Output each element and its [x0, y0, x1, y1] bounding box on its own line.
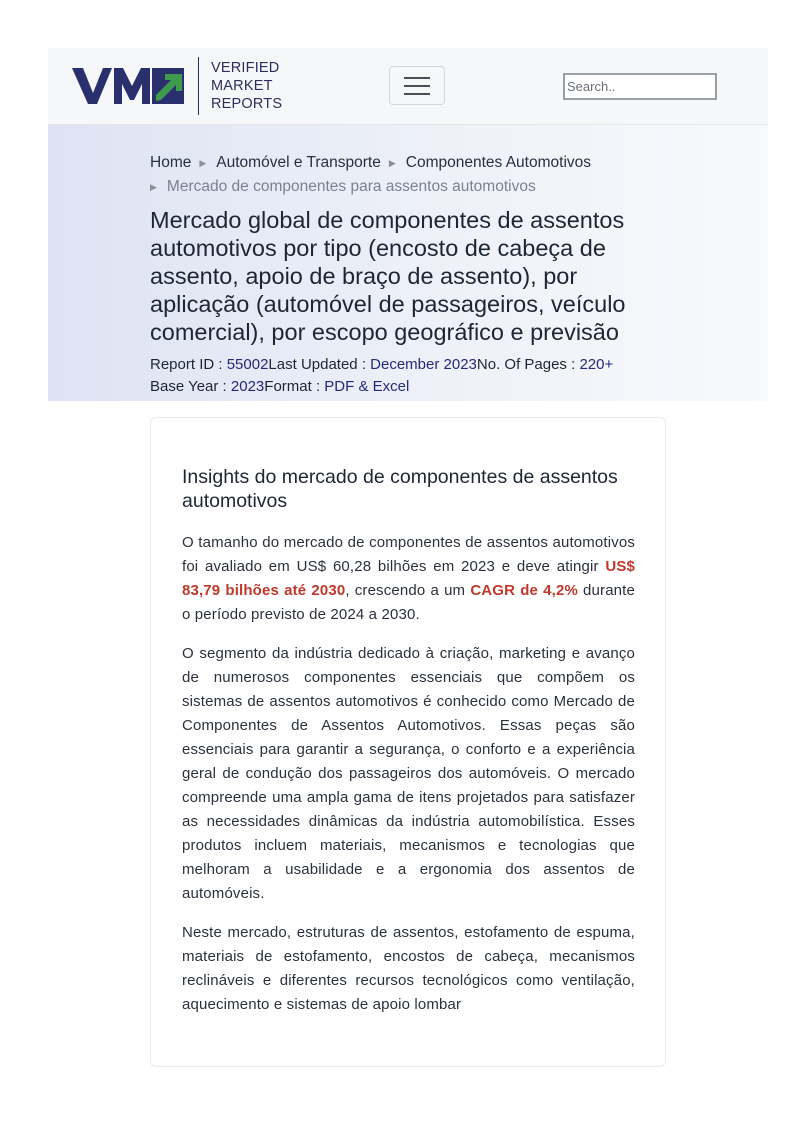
format-label: Format : — [264, 378, 325, 395]
logo-line-1: VERIFIED — [211, 60, 280, 76]
report-id-label: Report ID : — [150, 356, 227, 373]
breadcrumb-current: Mercado de componentes para assentos automotivos — [166, 178, 536, 195]
insights-p1-text-a: O tamanho do mercado de componentes de assentos automotivos foi avaliado em US$ 60,28 bilhões em 2023 e deve atingir — [182, 534, 635, 575]
insights-heading: Insights do mercado de componentes de assentos automotivos — [182, 466, 618, 512]
cagr-highlight: CAGR de 4,2% — [470, 582, 578, 599]
insights-card — [150, 417, 666, 1067]
last-updated-value: December 2023 — [370, 356, 477, 373]
insights-paragraph-1 — [182, 531, 635, 627]
insights-p1-text-c: durante o período previsto de 2024 a 2030. — [182, 582, 635, 623]
insights-paragraph-2: O segmento da indústria dedicado à criação, marketing e avanço de numerosos componentes essenciais que compõem os sistemas de assentos automotivos é conhecido como Mercado de Componentes de Assentos Automotivos. Essas peças são essenciais para garantir a segurança, o conforto e a experiência geral de condução dos passageiros dos automóveis. O mercado compreende uma ampla gama de itens projetados para satisfazer as necessidades dinâmicas da indústria automobilística. Esses produtos incluem materiais, mecanismos e tecnologias que melhoram a usabilidade e a ergonomia dos assentos de automóveis. — [182, 645, 635, 902]
report-meta — [150, 354, 690, 398]
pages-label: No. Of Pages : — [476, 356, 580, 373]
breadcrumb — [150, 151, 670, 199]
logo-line-3: REPORTS — [211, 96, 283, 112]
base-year-label: Base Year : — [150, 378, 231, 395]
market-forecast-highlight: US$ 83,79 bilhões até 2030 — [182, 558, 635, 599]
breadcrumb-home-link[interactable]: Home — [150, 154, 192, 171]
chevron-right-icon: ▶ — [199, 158, 207, 168]
vmr-logo[interactable] — [72, 57, 282, 115]
chevron-right-icon: ▶ — [150, 182, 157, 192]
pages-value: 220+ — [579, 356, 614, 373]
chevron-right-icon: ▶ — [388, 158, 396, 168]
last-updated-label: Last Updated : — [268, 356, 371, 373]
hamburger-icon-bar — [404, 85, 430, 87]
vmr-logo-icon — [72, 66, 184, 106]
breadcrumb-subcategory-link[interactable]: Componentes Automotivos — [405, 154, 592, 171]
base-year-value: 2023 — [230, 378, 265, 395]
report-id-value: 55002 — [226, 356, 269, 373]
hamburger-icon-bar — [404, 93, 430, 95]
site-header — [48, 48, 768, 125]
search-input[interactable] — [563, 73, 717, 100]
logo-wordmark — [211, 59, 282, 113]
insights-paragraph-3: Neste mercado, estruturas de assentos, estofamento de espuma, materiais de estofamento, encostos de cabeça, mecanismos reclináveis e diferentes recursos tecnológicos como ventilação, aquecimento e sistemas de apoio lombar — [182, 924, 635, 1013]
hamburger-icon-bar — [404, 77, 430, 79]
page-title: Mercado global de componentes de assentos automotivos por tipo (encosto de cabeça de assento, apoio de braço de assento), por aplicação (automóvel de passageiros, veículo comercial), por escopo geográfico e previsão — [150, 207, 626, 345]
logo-divider — [198, 57, 199, 115]
report-hero — [48, 125, 768, 401]
insights-p1-text-b: , crescendo a um — [345, 582, 471, 599]
logo-line-2: MARKET — [211, 78, 273, 94]
breadcrumb-category-link[interactable]: Automóvel e Transporte — [216, 154, 381, 171]
format-value: PDF & Excel — [324, 378, 410, 395]
hamburger-menu-button[interactable] — [389, 66, 445, 105]
